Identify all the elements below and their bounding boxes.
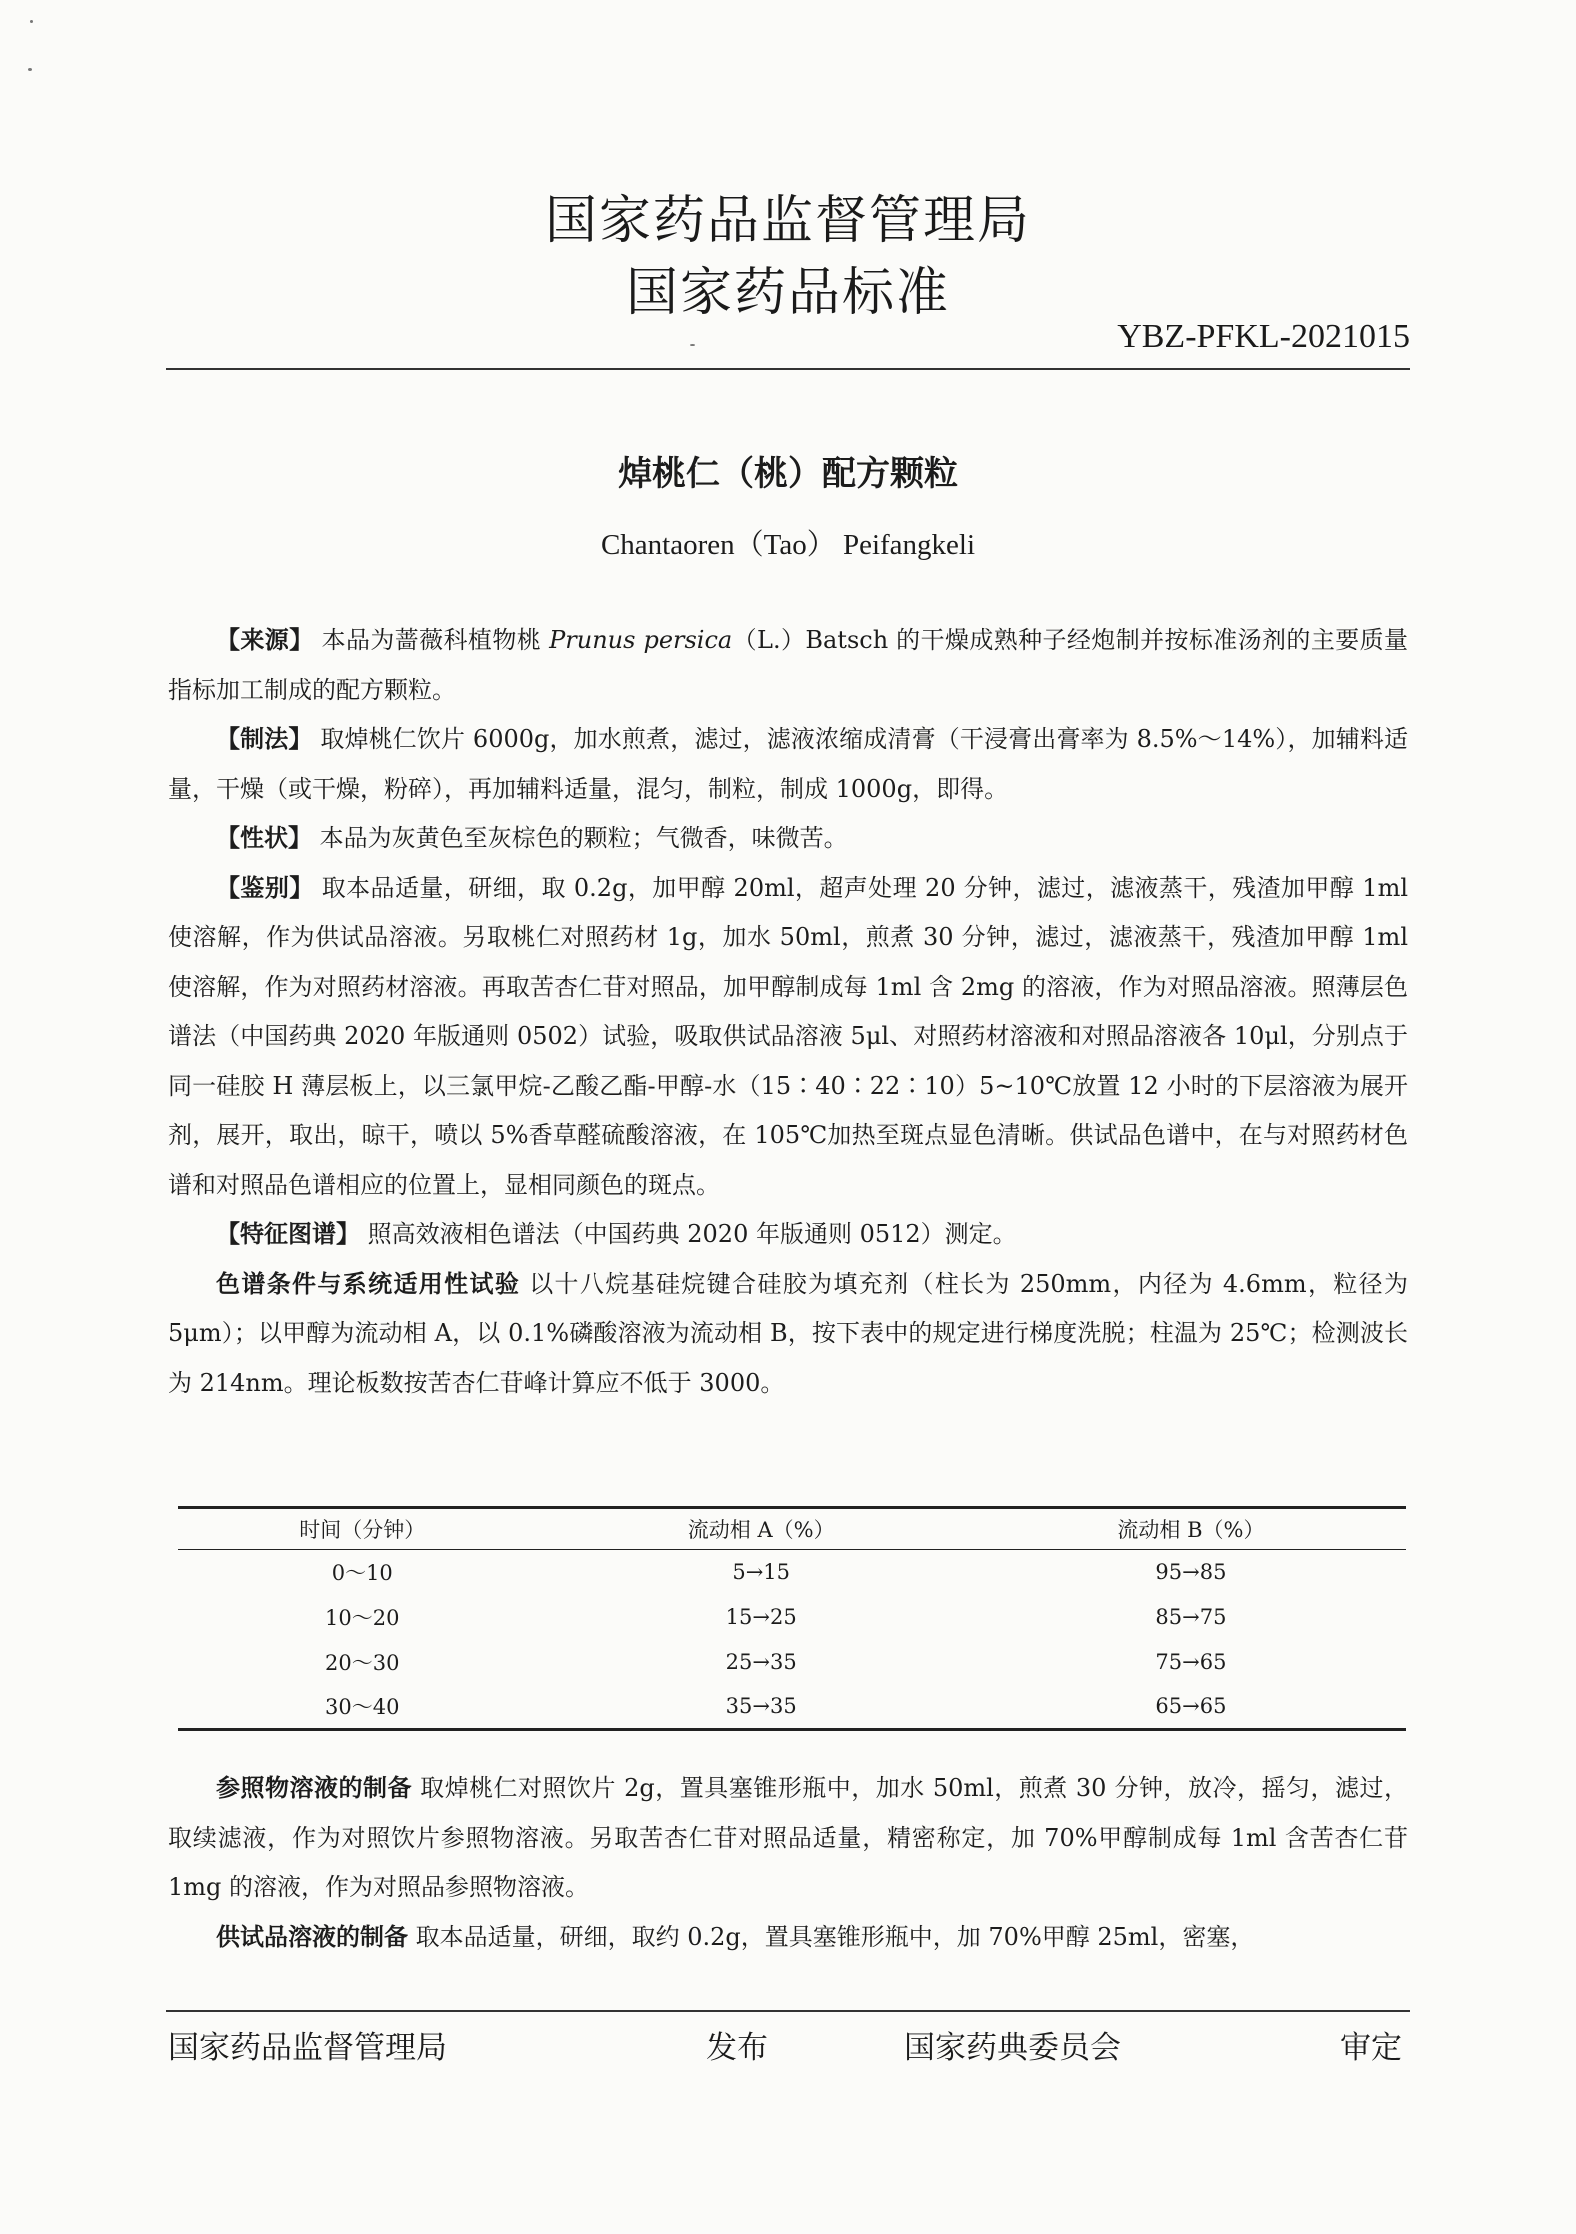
gradient-table — [178, 1506, 1406, 1731]
latin-name: Prunus persica — [549, 626, 733, 654]
section-label: 【性状】 — [216, 824, 312, 852]
identification-paragraph: 【鉴别】 取本品适量，研细，取 0.2g，加甲醇 20ml，超声处理 20 分钟，滤过，滤液蒸干，残渣加甲醇 1ml 使溶解，作为供试品溶液。另取桃仁对照药材 1g，加水 50ml，煎煮 30 分钟，滤过，滤液蒸干，残渣加甲醇 1ml 使溶解，作为对照药材溶液。再取苦杏仁苷对照品，加甲醇制成每 1ml 含 2mg 的溶液，作为对照品溶液。照薄层色谱法（中国药典 2020 年版通则 0502）试验，吸取供试品溶液 5μl、对照药材溶液和对照品溶液各 10μl，分别点于同一硅胶 H 薄层板上，以三氯甲烷-乙酸乙酯-甲醇-水（15∶40∶22∶10）5~10℃放置 12 小时的下层溶液为展开剂，展开，取出，晾干，喷以 5%香草醛硫酸溶液，在 105℃加热至斑点显色清晰。供试品色谱中，在与对照药材色谱和对照品色谱相应的位置上，显相同颜色的斑点。 — [168, 873, 1409, 1199]
fingerprint-paragraph: 【特征图谱】 照高效液相色谱法（中国药典 2020 年版通则 0512）测定。 — [216, 1220, 1017, 1248]
scan-speck — [28, 68, 32, 71]
table-cell: 15→25 — [725, 1605, 797, 1629]
table-cell: 25→35 — [725, 1650, 797, 1674]
document-body-continued — [168, 1764, 1408, 1962]
header-rule — [166, 368, 1410, 370]
footer-review: 审定 — [1340, 2030, 1402, 2066]
table-header-cell: 时间（分钟） — [178, 1508, 547, 1550]
product-title-en: Chantaoren（Tao） Peifangkeli — [600, 529, 976, 561]
table-cell: 30～40 — [178, 1685, 547, 1730]
table-row — [178, 1550, 1406, 1595]
table-header-cell: 流动相 A（%） — [547, 1508, 976, 1550]
table-header-cell: 流动相 B（%） — [976, 1508, 1406, 1550]
test-solution-paragraph: 供试品溶液的制备 取本品适量，研细，取约 0.2g，置具塞锥形瓶中，加 70%甲醇 25ml，密塞， — [216, 1922, 1255, 1951]
section-label: 【特征图谱】 — [216, 1220, 360, 1248]
scan-speck — [690, 344, 695, 346]
table-row — [178, 1595, 1406, 1640]
scan-speck — [30, 20, 33, 23]
footer-issue: 发布 — [706, 2030, 768, 2066]
table-cell: 85→75 — [1155, 1605, 1227, 1629]
footer-issuer: 国家药品监督管理局 — [168, 2030, 447, 2066]
table-header-row — [178, 1508, 1406, 1550]
table-cell: 75→65 — [1155, 1650, 1227, 1674]
preparation-paragraph: 【制法】 取焯桃仁饮片 6000g，加水煎煮，滤过，滤液浓缩成清膏（干浸膏出膏率为 8.5%～14%），加辅料适量，干燥（或干燥，粉碎），再加辅料适量，混匀，制粒，制成 1000g，即得。 — [168, 725, 1408, 803]
standard-code: YBZ-PFKL-2021015 — [1117, 318, 1410, 355]
standard-title: 国家药品标准 — [625, 263, 950, 323]
table-cell: 10～20 — [325, 1606, 400, 1630]
table-cell: 20～30 — [325, 1651, 400, 1675]
table-row — [178, 1685, 1406, 1730]
footer-reviewer: 国家药典委员会 — [904, 2030, 1121, 2066]
table-row — [178, 1640, 1406, 1685]
section-label: 色谱条件与系统适用性试验 — [216, 1269, 521, 1298]
product-title-cn: 焯桃仁（桃）配方颗粒 — [618, 454, 958, 494]
table-cell: 95→85 — [1155, 1560, 1227, 1585]
section-label: 【鉴别】 — [216, 873, 314, 902]
table-cell: 65→65 — [976, 1685, 1406, 1730]
description-paragraph: 【性状】 本品为灰黄色至灰棕色的颗粒；气微香，味微苦。 — [216, 824, 848, 852]
section-label: 【制法】 — [216, 725, 313, 753]
table-cell: 0～10 — [331, 1561, 393, 1586]
document-body — [168, 616, 1408, 1408]
section-label: 【来源】 — [216, 626, 314, 654]
conditions-paragraph: 色谱条件与系统适用性试验 以十八烷基硅烷键合硅胶为填充剂（柱长为 250mm，内径为 4.6mm，粒径为 5μm）；以甲醇为流动相 A，以 0.1%磷酸溶液为流动相 B，按下表中的规定进行梯度洗脱；柱温为 25℃；检测波长为 214nm。理论板数按苦杏仁苷峰计算应不低于 3000。 — [168, 1269, 1408, 1397]
source-paragraph: 【来源】 本品为蔷薇科植物桃 Prunus persica（L.）Batsch 的干燥成熟种子经炮制并按标准汤剂的主要质量指标加工制成的配方颗粒。 — [168, 626, 1408, 704]
table-cell: 5→15 — [732, 1560, 791, 1585]
agency-title: 国家药品监督管理局 — [544, 191, 1031, 251]
section-label: 供试品溶液的制备 — [216, 1922, 408, 1951]
table-cell: 35→35 — [547, 1685, 976, 1730]
footer-rule — [166, 2010, 1410, 2012]
section-label: 参照物溶液的制备 — [216, 1774, 412, 1802]
reference-solution-paragraph: 参照物溶液的制备 取焯桃仁对照饮片 2g，置具塞锥形瓶中，加水 50ml，煎煮 30 分钟，放冷，摇匀，滤过，取续滤液，作为对照饮片参照物溶液。另取苦杏仁苷对照品适量，精密称定，加 70%甲醇制成每 1ml 含苦杏仁苷 1mg 的溶液，作为对照品参照物溶液。 — [168, 1774, 1408, 1901]
